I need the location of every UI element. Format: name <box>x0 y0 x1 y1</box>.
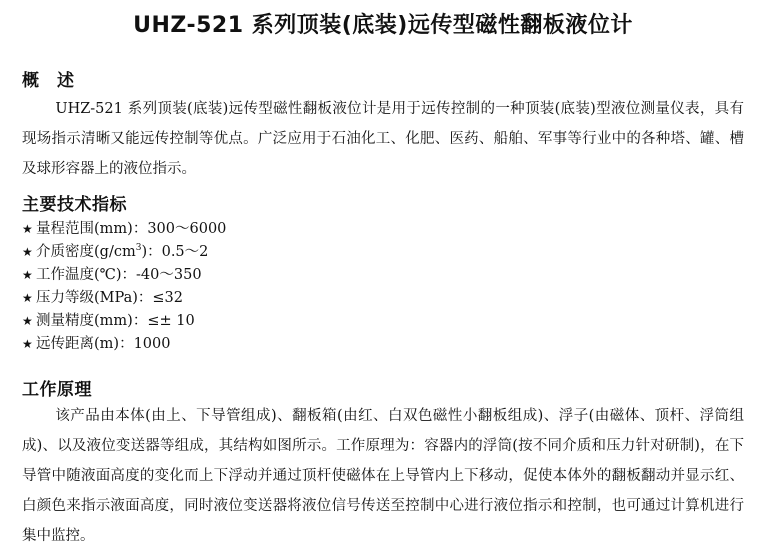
star-icon: ★ <box>22 222 33 236</box>
spec-item-temperature: ★ 工作温度(℃)：-40～350 <box>22 264 226 287</box>
spec-item-range: ★ 量程范围(mm)：300～6000 <box>22 218 226 241</box>
star-icon: ★ <box>22 245 33 259</box>
star-icon: ★ <box>22 337 33 351</box>
star-icon: ★ <box>22 291 33 305</box>
overview-heading: 概 述 <box>22 71 75 91</box>
star-icon: ★ <box>22 314 33 328</box>
specs-heading: 主要技术指标 <box>22 195 127 215</box>
document-title: UHZ-521 系列顶装(底装)远传型磁性翻板液位计 <box>133 13 633 38</box>
spec-item-pressure: ★ 压力等级(MPa)：≤32 <box>22 287 226 310</box>
spec-item-density: ★ 介质密度$(g/cm^3)$：0.5～2 <box>22 241 226 264</box>
spec-item-accuracy: ★ 测量精度(mm)：≤± 10 <box>22 310 226 333</box>
principle-paragraph: 该产品由本体(由上、下导管组成)、翻板箱(由红、白双色磁性小翻板组成)、浮子(由磁体、顶杆、浮筒组成)、以及液位变送器等组成，其结构如图所示。工作原理为：容器内的浮筒(按不同介质和压力针对研制)，在下导管中随液面高度的变化而上下浮动并通过顶杆使磁体在上导管内上下移动，促使本体外的翻板翻动并显示红、白颜色来指示液面高度，同时液位变送器将液位信号传送至控制中心进行液位指示和控制，也可通过计算机进行集中监控。 <box>22 408 744 544</box>
star-icon: ★ <box>22 268 33 282</box>
principle-heading: 工作原理 <box>22 380 92 400</box>
overview-paragraph: UHZ-521 系列顶装(底装)远传型磁性翻板液位计是用于远传控制的一种顶装(底装)型液位测量仪表，具有现场指示清晰又能远传控制等优点。广泛应用于石油化工、化肥、医药、船舶、军事等行业中的各种塔、罐、槽及球形容器上的液位指示。 <box>22 101 744 177</box>
specs-list <box>22 218 226 356</box>
spec-item-distance: ★ 远传距离(m)：1000 <box>22 333 226 356</box>
